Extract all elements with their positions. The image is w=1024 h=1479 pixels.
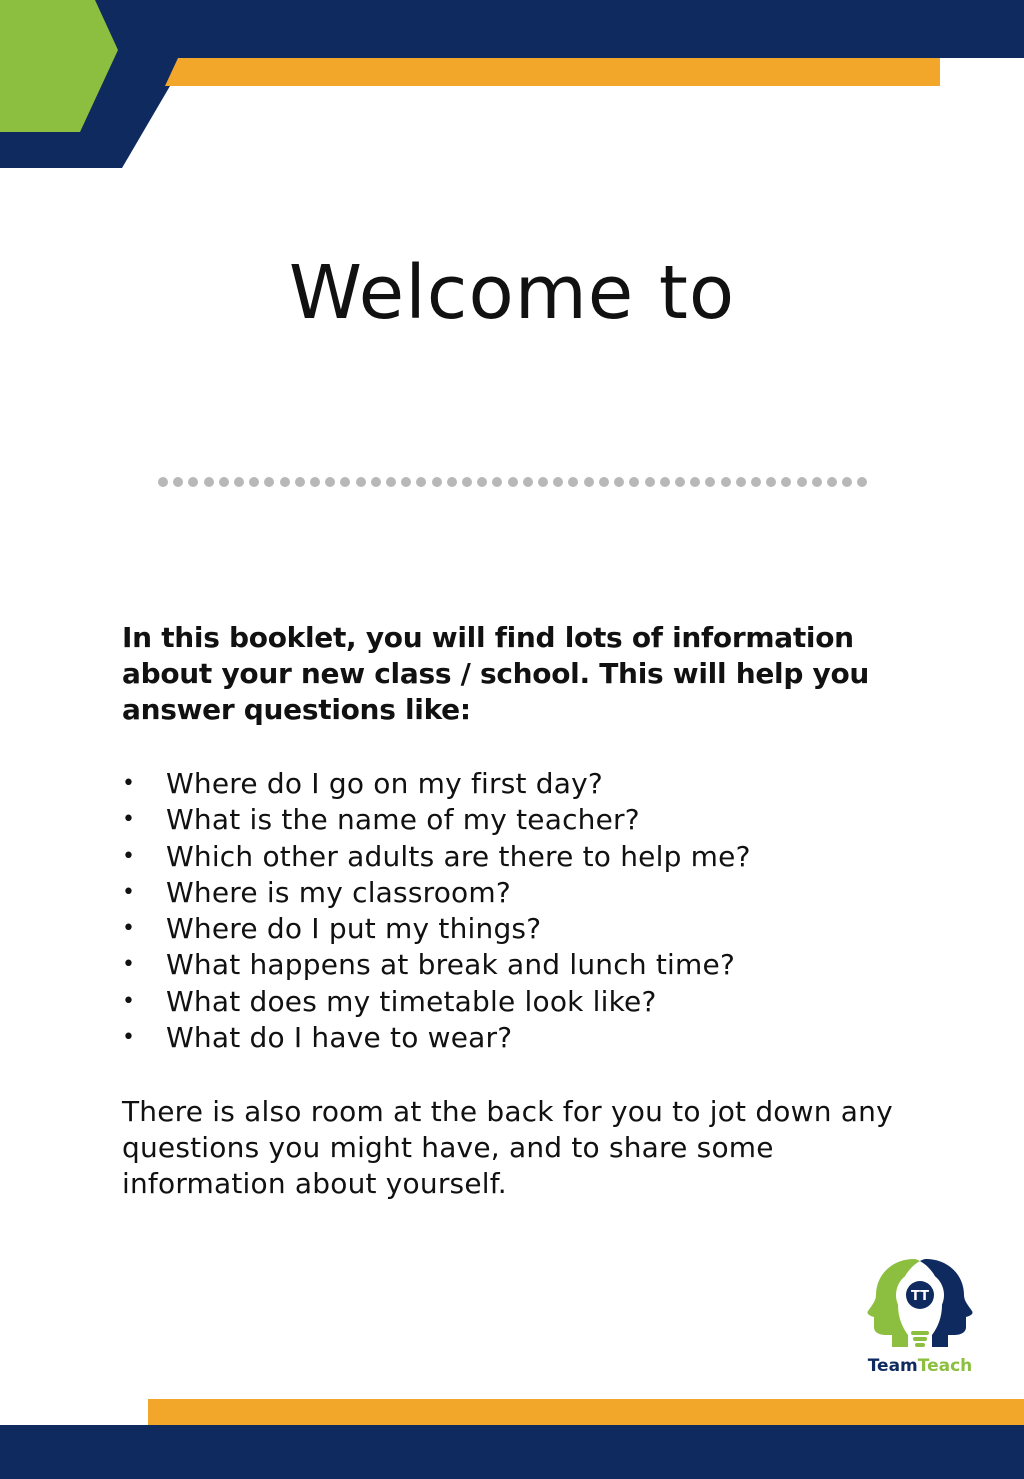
divider-dot (371, 477, 381, 487)
questions-list (122, 766, 922, 1056)
list-item: • Where do I go on my first day? (122, 767, 603, 800)
divider-dot (629, 477, 639, 487)
divider-dot (523, 477, 533, 487)
list-item: • Where do I put my things? (122, 912, 542, 946)
divider-dot (675, 477, 685, 487)
divider-dot (781, 477, 791, 487)
footer-banner (0, 1395, 1024, 1479)
list-item: • What do I have to wear? (122, 1021, 513, 1055)
list-item: • Which other adults are there to help me? (122, 839, 751, 873)
divider-dot (295, 477, 305, 487)
divider-dot (538, 477, 548, 487)
list-item: • What does my timetable look like? (122, 984, 657, 1018)
divider-dot (188, 477, 198, 487)
intro-text: In this booklet, you will find lots of information about your new class / school. This will help you answer questions like: (122, 621, 870, 726)
divider-dot (386, 477, 396, 487)
page-title: Welcome to (288, 250, 736, 336)
divider-dot (751, 477, 761, 487)
divider-dot (204, 477, 214, 487)
divider-dot (857, 477, 867, 487)
divider-dot (234, 477, 244, 487)
divider-dot (158, 477, 168, 487)
divider-dot (797, 477, 807, 487)
divider-dot (416, 477, 426, 487)
divider-dot (736, 477, 746, 487)
divider-dot (614, 477, 624, 487)
divider-dot (568, 477, 578, 487)
divider-dot (842, 477, 852, 487)
divider-dot (721, 477, 731, 487)
divider-dot (553, 477, 563, 487)
divider-dot (249, 477, 259, 487)
divider-dot (219, 477, 229, 487)
divider-dot (173, 477, 183, 487)
logo-monogram: TT (910, 1289, 930, 1304)
divider-dot (340, 477, 350, 487)
divider-dot (447, 477, 457, 487)
divider-dot (356, 477, 366, 487)
divider-dot (310, 477, 320, 487)
divider-dot (264, 477, 274, 487)
list-item: • Where is my classroom? (122, 875, 511, 909)
list-item: • What happens at break and lunch time? (122, 948, 735, 982)
divider-dot (492, 477, 502, 487)
divider-dot (645, 477, 655, 487)
divider-dot (599, 477, 609, 487)
content (122, 620, 922, 1202)
divider-dot (660, 477, 670, 487)
dotted-divider (158, 476, 868, 488)
divider-dot (690, 477, 700, 487)
divider-dot (508, 477, 518, 487)
outro-text: There is also room at the back for you to jot down any questions you might have, and to share some information about yourself. (122, 1095, 893, 1201)
divider-dot (432, 477, 442, 487)
logo-wordmark: TeamTeach (867, 1356, 973, 1376)
header-banner (0, 0, 1024, 170)
divider-dot (401, 477, 411, 487)
divider-dot (812, 477, 822, 487)
divider-dot (462, 477, 472, 487)
divider-dot (325, 477, 335, 487)
divider-dot (827, 477, 837, 487)
divider-dot (766, 477, 776, 487)
divider-dot (477, 477, 487, 487)
list-item: • What is the name of my teacher? (122, 803, 640, 837)
divider-dot (584, 477, 594, 487)
divider-dot (705, 477, 715, 487)
divider-dot (280, 477, 290, 487)
